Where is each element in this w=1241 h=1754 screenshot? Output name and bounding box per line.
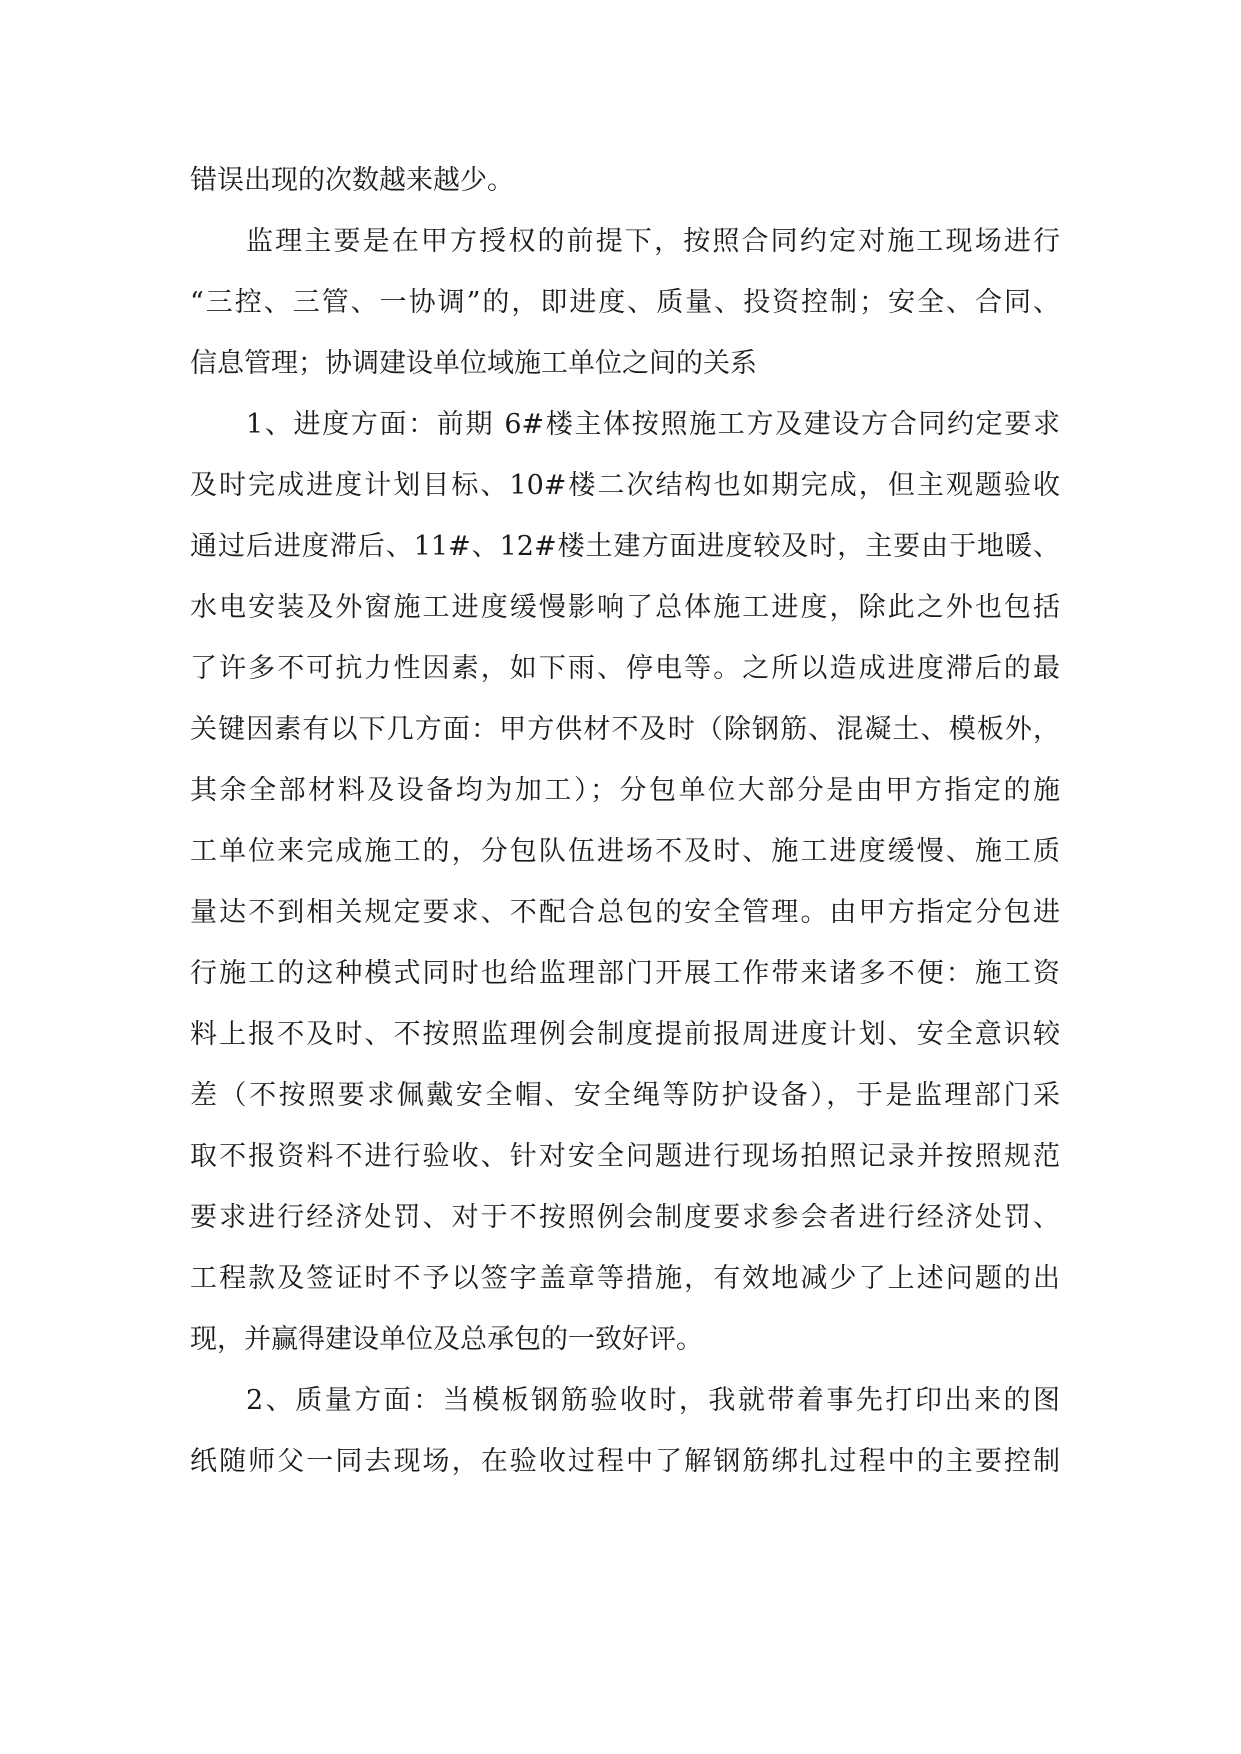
text-line: 行施工的这种模式同时也给监理部门开展工作带来诸多不便：施工资 — [190, 958, 1060, 989]
text-line: 及时完成进度计划目标、10#楼二次结构也如期完成，但主观题验收 — [190, 470, 1060, 501]
text-line: “三控、三管、一协调”的，即进度、质量、投资控制；安全、合同、 — [190, 287, 1060, 318]
text-line: 水电安装及外窗施工进度缓慢影响了总体施工进度，除此之外也包括 — [190, 592, 1060, 623]
text-line: 工程款及签证时不予以签字盖章等措施，有效地减少了上述问题的出 — [190, 1263, 1060, 1294]
text-line: 纸随师父一同去现场，在验收过程中了解钢筋绑扎过程中的主要控制 — [190, 1446, 1060, 1477]
text-line: 料上报不及时、不按照监理例会制度提前报周进度计划、安全意识较 — [190, 1019, 1060, 1050]
text-line: 了许多不可抗力性因素，如下雨、停电等。之所以造成进度滞后的最 — [190, 653, 1060, 684]
text-line: 其余全部材料及设备均为加工）；分包单位大部分是由甲方指定的施 — [190, 775, 1060, 806]
text-line: 量达不到相关规定要求、不配合总包的安全管理。由甲方指定分包进 — [190, 897, 1060, 928]
text-line: 工单位来完成施工的，分包队伍进场不及时、施工进度缓慢、施工质 — [190, 836, 1060, 867]
text-line: 关键因素有以下几方面：甲方供材不及时（除钢筋、混凝土、模板外， — [190, 714, 1060, 745]
paragraph-start-line: 2、质量方面：当模板钢筋验收时，我就带着事先打印出来的图 — [246, 1385, 1060, 1416]
body-text — [190, 150, 1060, 1492]
paragraph-start-line: 监理主要是在甲方授权的前提下，按照合同约定对施工现场进行 — [246, 226, 1060, 257]
text-line: 错误出现的次数越来越少。 — [190, 165, 514, 196]
text-line: 差（不按照要求佩戴安全帽、安全绳等防护设备），于是监理部门采 — [190, 1080, 1060, 1111]
text-line: 取不报资料不进行验收、针对安全问题进行现场拍照记录并按照规范 — [190, 1141, 1060, 1172]
text-line: 信息管理；协调建设单位域施工单位之间的关系 — [190, 348, 757, 379]
text-line: 现，并赢得建设单位及总承包的一致好评。 — [190, 1324, 703, 1355]
text-line: 通过后进度滞后、11#、12#楼土建方面进度较及时，主要由于地暖、 — [190, 531, 1060, 562]
text-line: 要求进行经济处罚、对于不按照例会制度要求参会者进行经济处罚、 — [190, 1202, 1060, 1233]
paragraph-start-line: 1、进度方面：前期 6#楼主体按照施工方及建设方合同约定要求 — [246, 409, 1060, 440]
